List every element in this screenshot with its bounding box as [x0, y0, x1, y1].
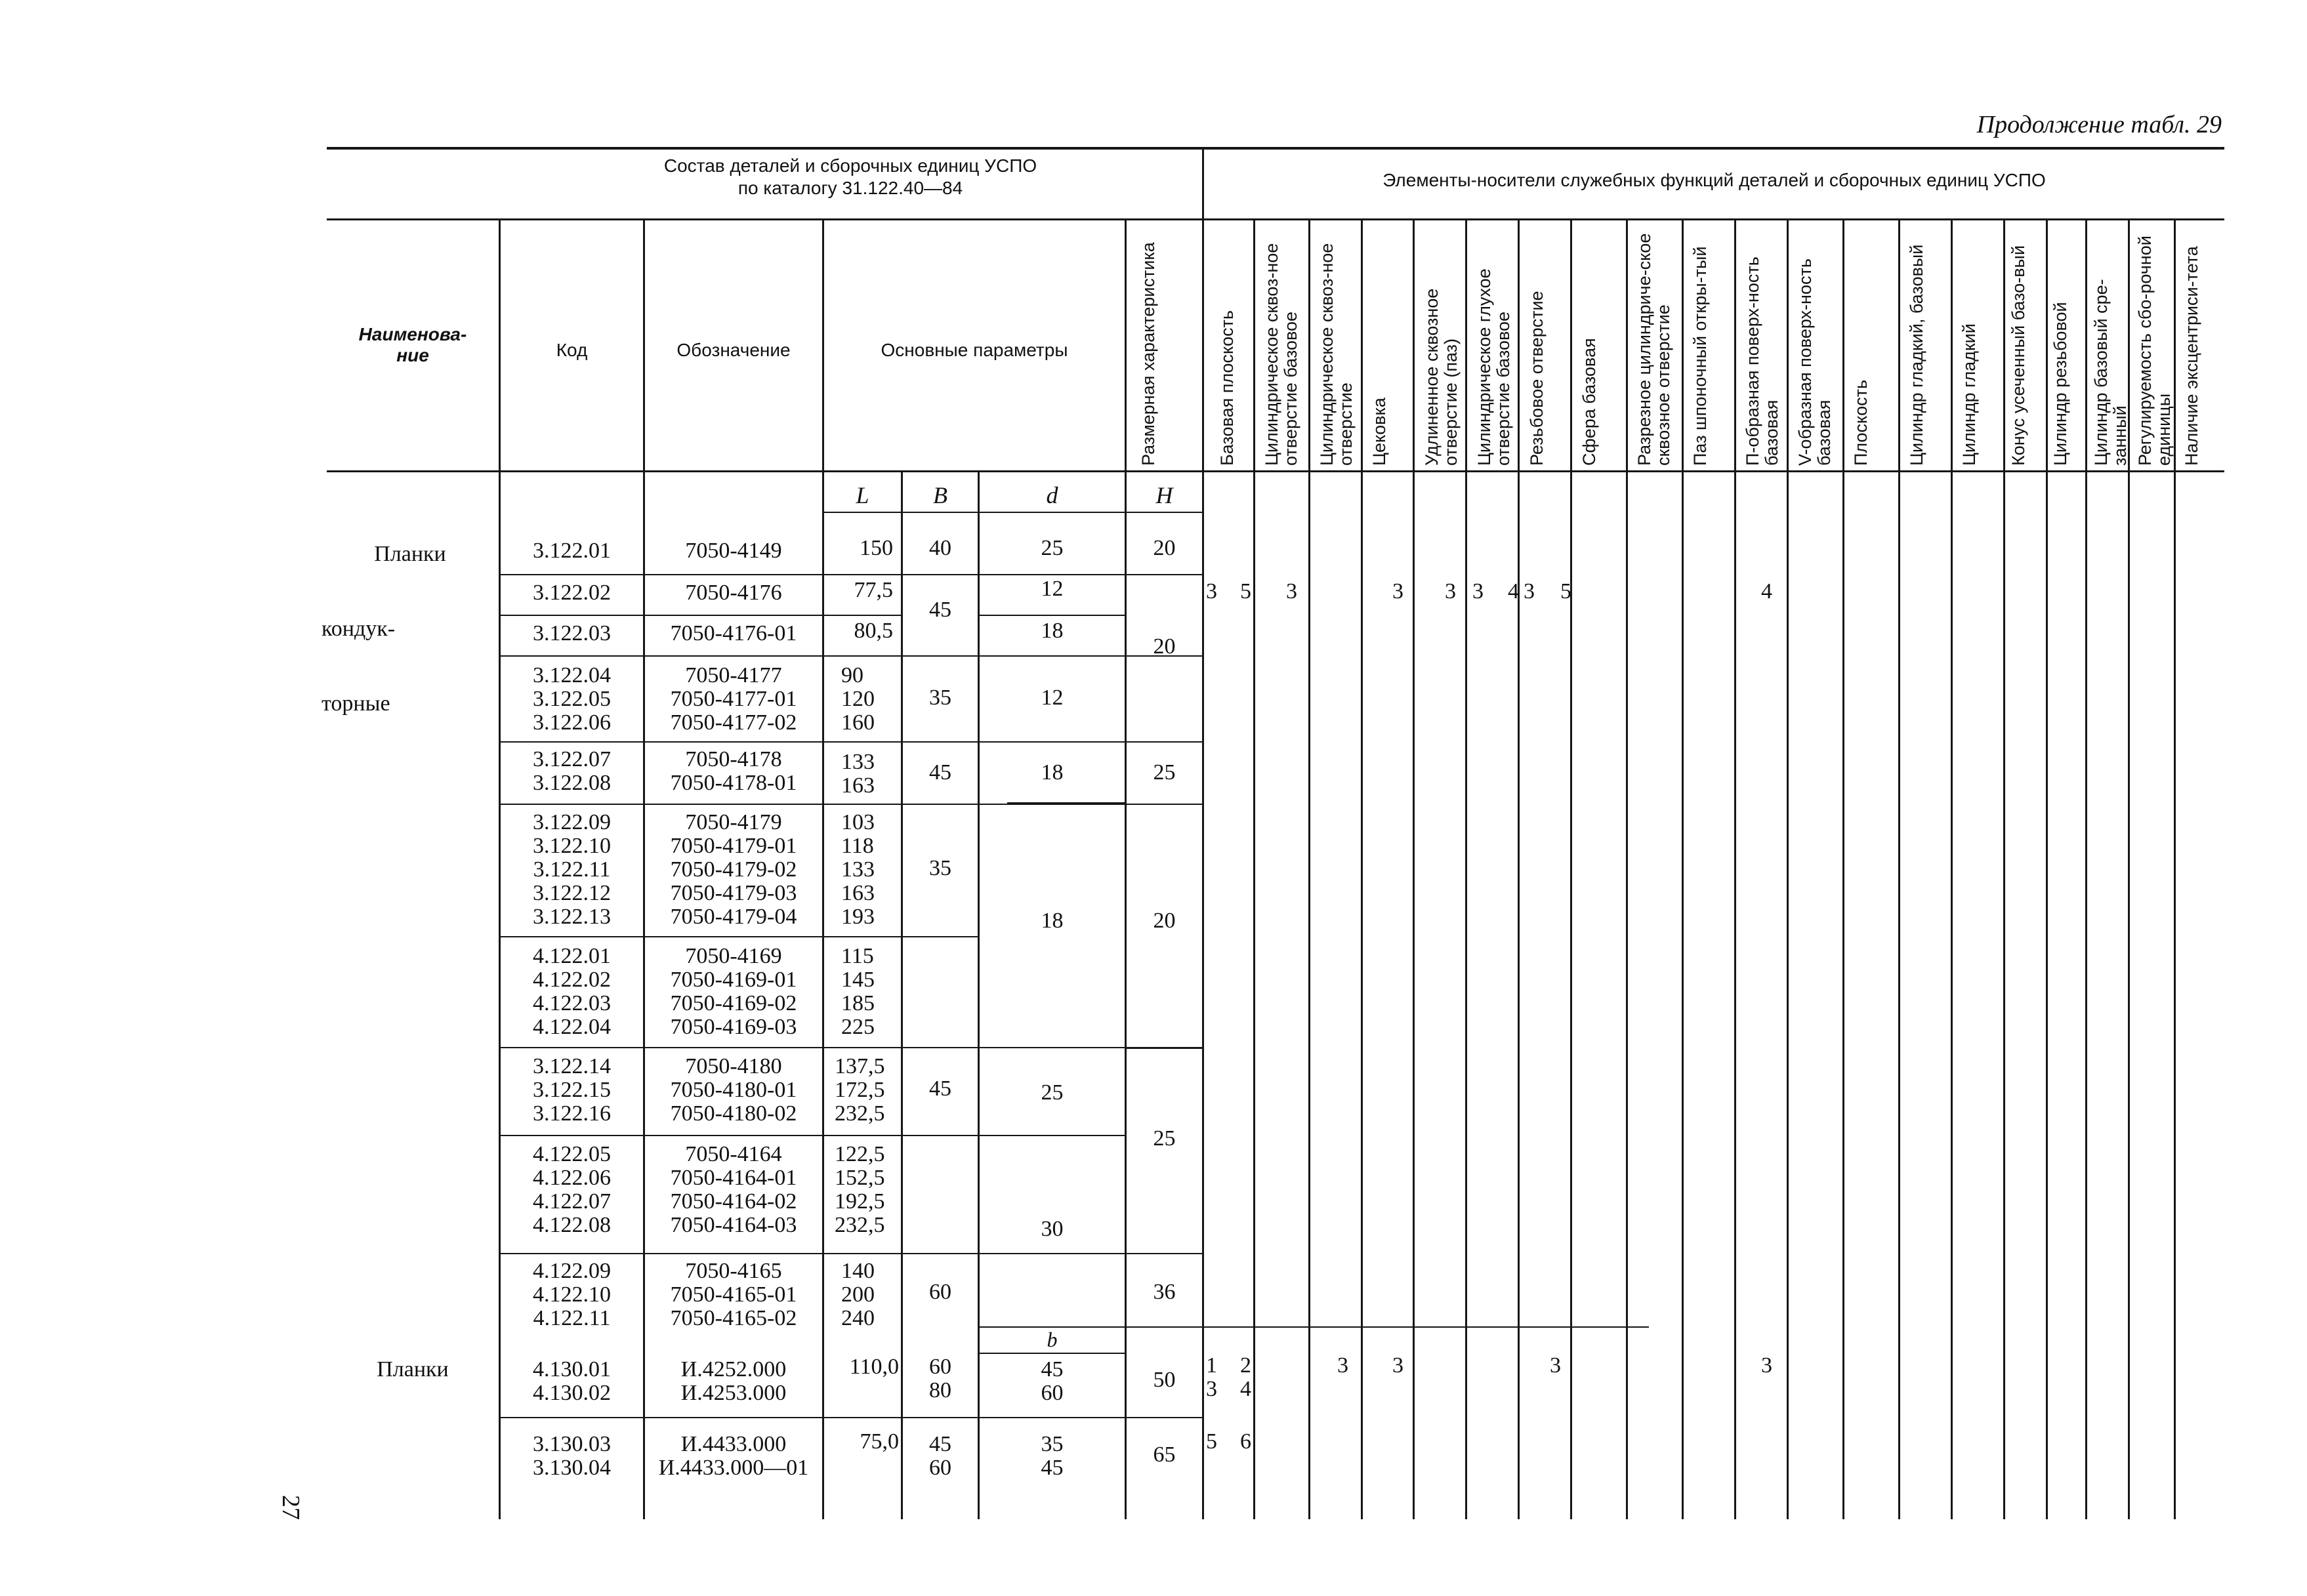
- rule-h: [501, 1135, 978, 1136]
- rule-v: [1842, 220, 1844, 1519]
- table-top-rule: [327, 147, 2224, 150]
- param-d-cell: 18: [1041, 760, 1064, 785]
- param-L-cell: 90 120 160: [841, 663, 875, 735]
- vertical-header: Цековка: [1369, 398, 1389, 466]
- designation-cell: И.4433.000 И.4433.000—01: [658, 1432, 809, 1480]
- header-group-right: Элементы-носители служебных функций деталей и сборочных единиц УСПО: [1382, 170, 2046, 190]
- vertical-header: Паз шпоночный откры-тый: [1690, 246, 1710, 466]
- rule-h: [501, 615, 901, 616]
- continuation-label: Продолжение табл. 29: [1976, 111, 2222, 138]
- rule-v: [1570, 220, 1572, 1519]
- param-L-cell: 137,5 172,5 232,5: [835, 1054, 885, 1126]
- param-B-cell: 35: [929, 685, 951, 710]
- vertical-header: Наличие эксцентриси-тета: [2182, 246, 2201, 466]
- element-mark: 6: [1240, 1429, 1251, 1454]
- rule-h: [501, 574, 1202, 575]
- designation-cell: 7050-4178 7050-4178-01: [670, 747, 797, 795]
- param-L-cell: 75,0: [860, 1429, 899, 1454]
- group-name-1-line1: Планки: [374, 542, 446, 566]
- rule-v: [1308, 220, 1310, 1519]
- param-d: d: [1046, 482, 1058, 508]
- code-cell: 4.122.05 4.122.06 4.122.07 4.122.08: [533, 1142, 611, 1237]
- param-L-cell: 150: [860, 536, 893, 560]
- code-cell: 4.122.01 4.122.02 4.122.03 4.122.04: [533, 944, 611, 1039]
- vertical-header: Регулируемость сбо-рочной единицы: [2135, 235, 2174, 466]
- rule-v: [1626, 220, 1628, 1519]
- param-L: L: [856, 482, 869, 508]
- rule-h: [980, 1353, 1125, 1354]
- rule-v: [1413, 220, 1415, 1519]
- code-cell: 3.122.03: [533, 621, 611, 645]
- rule-h: [1007, 802, 1125, 804]
- group-name-1: [322, 492, 499, 766]
- element-mark: 3: [1472, 579, 1484, 604]
- rule-v: [1253, 220, 1255, 1519]
- vertical-header: Цилиндр базовый сре-занный: [2091, 279, 2130, 466]
- rule-v: [2046, 220, 2048, 1519]
- rule-h: [1127, 1047, 1202, 1049]
- param-H-cell: 20: [1153, 909, 1176, 933]
- element-mark: 2 4: [1240, 1353, 1251, 1401]
- param-H-cell: 65: [1153, 1443, 1176, 1467]
- param-L-cell: 77,5: [854, 578, 893, 602]
- code-cell: 3.122.01: [533, 539, 611, 563]
- code-cell: 3.122.09 3.122.10 3.122.11 3.122.12 3.122.13: [533, 810, 611, 929]
- rule-v: [1787, 220, 1789, 1519]
- header-group-left: [499, 155, 1202, 199]
- code-cell: 3.122.07 3.122.08: [533, 747, 611, 795]
- param-d-cell: 25: [1041, 1080, 1064, 1105]
- rule-h: [501, 741, 1202, 743]
- param-B-cell: 45: [929, 598, 951, 622]
- designation-cell: 7050-4149: [685, 539, 782, 563]
- col-header-designation: Обозначение: [676, 340, 791, 360]
- rule-v: [1361, 220, 1363, 1519]
- param-B-cell: 35: [929, 856, 951, 880]
- param-B-cell: 40: [929, 536, 951, 560]
- element-mark: 5: [1206, 1429, 1217, 1454]
- header-group-left-line1: Состав деталей и сборочных единиц УСПО: [663, 155, 1037, 176]
- param-L-cell: 133 163: [841, 750, 875, 798]
- param-d-cell: 18: [1041, 909, 1064, 933]
- param-H-cell: 25: [1153, 760, 1176, 785]
- element-mark: 5: [1560, 579, 1571, 604]
- rule-h: [501, 936, 978, 937]
- vertical-header: Цилиндр гладкий, базовый: [1907, 244, 1926, 466]
- vertical-header: Конус усеченный базо-вый: [2008, 245, 2028, 466]
- element-mark: 3: [1445, 579, 1456, 604]
- designation-cell: 7050-4176-01: [670, 621, 797, 645]
- rule-h: [501, 655, 1202, 657]
- element-mark: 3: [1392, 1353, 1403, 1378]
- vertical-header: Цилиндрическое сквоз-ное отверстие: [1317, 243, 1356, 466]
- element-mark: 1 3: [1206, 1353, 1217, 1401]
- param-B-cell: 45: [929, 760, 951, 785]
- header-group-left-line2: по каталогу 31.122.40—84: [738, 178, 963, 198]
- param-H-cell: 20: [1153, 536, 1176, 560]
- element-mark: 3: [1761, 1353, 1772, 1378]
- param-H-cell: 36: [1153, 1280, 1176, 1304]
- header-bottom-rule: [327, 470, 2224, 472]
- param-L-cell: 122,5 152,5 192,5 232,5: [835, 1142, 885, 1237]
- vertical-header: П-образная поверх-ность базовая: [1743, 256, 1781, 466]
- vertical-header: Резьбовое отверстие: [1527, 291, 1547, 466]
- rule-v: [1202, 148, 1204, 1519]
- designation-cell: 7050-4169 7050-4169-01 7050-4169-02 7050-4169-03: [670, 944, 797, 1039]
- element-mark: 3: [1206, 579, 1217, 604]
- code-cell: 3.122.02: [533, 581, 611, 605]
- rule-v: [2085, 220, 2087, 1519]
- rule-v: [1682, 220, 1684, 1519]
- vertical-header: Удлиненное сквозное отверстие (паз): [1422, 288, 1461, 466]
- param-d-cell: 12: [1041, 577, 1064, 601]
- param-d-cell: 25: [1041, 536, 1064, 560]
- code-cell: 4.130.01 4.130.02: [533, 1357, 611, 1405]
- param-d-cell: 12: [1041, 685, 1064, 710]
- designation-cell: 7050-4177 7050-4177-01 7050-4177-02: [670, 663, 797, 735]
- param-B-cell: 45: [929, 1076, 951, 1101]
- rule-v: [1898, 220, 1900, 1519]
- vertical-header: Цилиндр гладкий: [1959, 323, 1979, 466]
- rule-v: [1734, 220, 1736, 1519]
- rule-v: [2174, 220, 2176, 1519]
- rule-h: [980, 615, 1125, 616]
- vertical-header: Сфера базовая: [1579, 338, 1599, 466]
- group-name-1-line3: торные: [322, 691, 390, 716]
- header-group-rule: [327, 218, 2224, 220]
- param-H-cell: 20: [1153, 634, 1176, 659]
- element-mark: 4: [1761, 579, 1772, 604]
- param-B-cell: 45 60: [929, 1432, 951, 1480]
- rule-v: [1518, 220, 1520, 1519]
- param-B-cell: 60: [929, 1280, 951, 1304]
- rule-h: [501, 1417, 1202, 1418]
- designation-cell: 7050-4176: [685, 581, 782, 605]
- group-name-2: Планки: [377, 1357, 449, 1381]
- vertical-header: Размерная характеристика: [1138, 242, 1158, 466]
- element-mark: 3: [1337, 1353, 1348, 1378]
- param-d-cell: 45 60: [1041, 1357, 1064, 1405]
- page-number: 27: [277, 1495, 304, 1520]
- element-mark: 5: [1240, 579, 1251, 604]
- element-mark: 3: [1550, 1353, 1561, 1378]
- param-d-cell: 18: [1041, 619, 1064, 643]
- vertical-header: Цилиндрическое сквоз-ное отверстие базовое: [1262, 243, 1300, 466]
- rule-h: [501, 1253, 1202, 1254]
- rule-h: [824, 512, 1202, 513]
- param-H-cell: 25: [1153, 1126, 1176, 1151]
- group-name-1-line2: кондук-: [322, 617, 396, 641]
- code-cell: 4.122.09 4.122.10 4.122.11: [533, 1259, 611, 1330]
- col-header-name-line1: Наименова-: [358, 324, 467, 344]
- rule-v: [1465, 220, 1467, 1519]
- element-mark: 4: [1508, 579, 1519, 604]
- rule-h: [980, 1135, 1125, 1136]
- rule-h: [501, 804, 1202, 805]
- param-d-cell: 35 45: [1041, 1432, 1064, 1480]
- param-b: b: [1047, 1328, 1058, 1351]
- param-L-cell: 115 145 185 225: [841, 944, 875, 1039]
- param-H-cell: 50: [1153, 1368, 1176, 1392]
- col-header-code: Код: [556, 340, 588, 360]
- param-B: B: [933, 482, 947, 508]
- designation-cell: 7050-4165 7050-4165-01 7050-4165-02: [670, 1259, 797, 1330]
- code-cell: 3.122.14 3.122.15 3.122.16: [533, 1054, 611, 1126]
- param-B-cell: 60 80: [929, 1355, 951, 1402]
- designation-cell: 7050-4179 7050-4179-01 7050-4179-02 7050-4179-03 7050-4179-04: [670, 810, 797, 929]
- vertical-header: Базовая плоскость: [1217, 310, 1237, 466]
- param-H: H: [1155, 482, 1173, 508]
- col-header-name-line2: ние: [396, 345, 429, 365]
- designation-cell: 7050-4164 7050-4164-01 7050-4164-02 7050-4164-03: [670, 1142, 797, 1237]
- rule-v: [822, 220, 824, 1519]
- element-mark: 3: [1392, 579, 1403, 604]
- param-L-cell: 140 200 240: [841, 1259, 875, 1330]
- rule-v: [2003, 220, 2005, 1519]
- designation-cell: И.4252.000 И.4253.000: [680, 1357, 787, 1405]
- element-mark: 3: [1286, 579, 1297, 604]
- code-cell: 3.122.04 3.122.05 3.122.06: [533, 663, 611, 735]
- rule-h: [501, 1047, 1125, 1048]
- rule-v: [1125, 220, 1127, 1519]
- param-d-cell: 30: [1041, 1217, 1064, 1241]
- element-mark: 3: [1524, 579, 1535, 604]
- col-header-params: Основные параметры: [881, 340, 1068, 360]
- designation-cell: 7050-4180 7050-4180-01 7050-4180-02: [670, 1054, 797, 1126]
- vertical-header: Разрезное цилиндриче-ское сквозное отверстие: [1634, 233, 1673, 466]
- code-cell: 3.130.03 3.130.04: [533, 1432, 611, 1480]
- vertical-header: Цилиндр резьбовой: [2050, 302, 2070, 466]
- col-header-name: [327, 324, 499, 366]
- param-L-cell: 103 118 133 163 193: [841, 810, 875, 929]
- param-L-cell: 80,5: [854, 619, 893, 643]
- vertical-header: Плоскость: [1851, 379, 1871, 466]
- vertical-header: Цилиндрическое глухое отверстие базовое: [1474, 268, 1513, 466]
- vertical-header: V-образная поверх-ность базовая: [1795, 258, 1834, 466]
- rule-v: [1951, 220, 1953, 1519]
- param-L-cell: 110,0: [849, 1355, 899, 1379]
